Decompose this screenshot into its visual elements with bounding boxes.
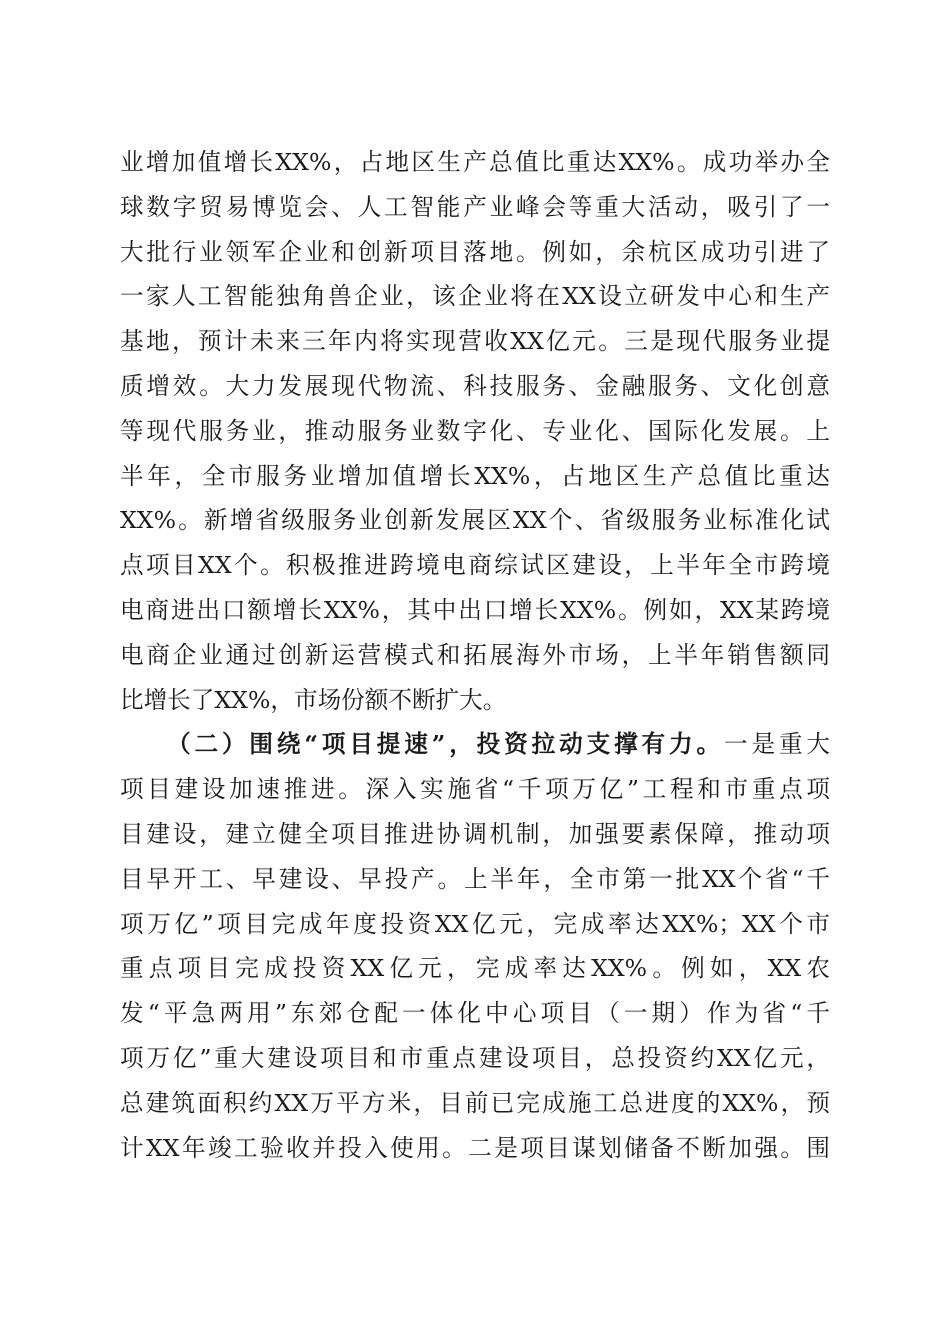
- text-line: XX%。新增省级服务业创新发展区XX个、省级服务业标准化试: [120, 506, 830, 535]
- text-line: 电商进出口额增长XX%，其中出口增长XX%。例如，XX某跨境: [120, 595, 830, 624]
- text-line: 项万亿”重大建设项目和市重点建设项目，总投资约XX亿元，: [120, 1043, 830, 1072]
- text-line: 总建筑面积约XX万平方米，目前已完成施工总进度的XX%，预: [120, 1088, 830, 1117]
- text-line: 半年，全市服务业增加值增长XX%，占地区生产总值比重达: [120, 461, 830, 490]
- text-line: 项目建设加速推进。深入实施省“千项万亿”工程和市重点项: [120, 775, 830, 804]
- text-line: 目早开工、早建设、早投产。上半年，全市第一批XX个省“千: [120, 864, 830, 893]
- text-line: 球数字贸易博览会、人工智能产业峰会等重大活动，吸引了一: [120, 192, 830, 221]
- text-line: 发“平急两用”东郊仓配一体化中心项目（一期）作为省“千: [120, 999, 830, 1028]
- text-line: 目建设，建立健全项目推进协调机制，加强要素保障，推动项: [120, 819, 830, 848]
- text-line: 大批行业领军企业和创新项目落地。例如，余杭区成功引进了: [120, 237, 830, 266]
- text-line: 基地，预计未来三年内将实现营收XX亿元。三是现代服务业提: [120, 327, 830, 356]
- text-line: 业增加值增长XX%，占地区生产总值比重达XX%。成功举办全: [120, 148, 830, 176]
- paragraph-last-line: 比增长了XX%，市场份额不断扩大。: [120, 685, 507, 714]
- section-heading-continuation: 一是重大: [723, 730, 831, 759]
- text-line: 等现代服务业，推动服务业数字化、专业化、国际化发展。上: [120, 416, 830, 445]
- text-line: 质增效。大力发展现代物流、科技服务、金融服务、文化创意: [120, 371, 830, 400]
- text-line: 一家人工智能独角兽企业，该企业将在XX设立研发中心和生产: [120, 282, 830, 311]
- text-line: 点项目XX个。积极推进跨境电商综试区建设，上半年全市跨境: [120, 551, 830, 580]
- document-body: [120, 140, 830, 1170]
- text-line: 项万亿”项目完成年度投资XX亿元，完成率达XX%；XX个市: [120, 909, 830, 938]
- text-line: 计XX年竣工验收并投入使用。二是项目谋划储备不断加强。围: [120, 1133, 830, 1162]
- section-heading-line: [120, 722, 830, 767]
- text-line: 电商企业通过创新运营模式和拓展海外市场，上半年销售额同: [120, 640, 830, 669]
- section-heading: （二）围绕“项目提速”，投资拉动支撑有力。: [167, 730, 724, 759]
- text-line: 重点项目完成投资XX亿元，完成率达XX%。例如，XX农: [120, 954, 830, 983]
